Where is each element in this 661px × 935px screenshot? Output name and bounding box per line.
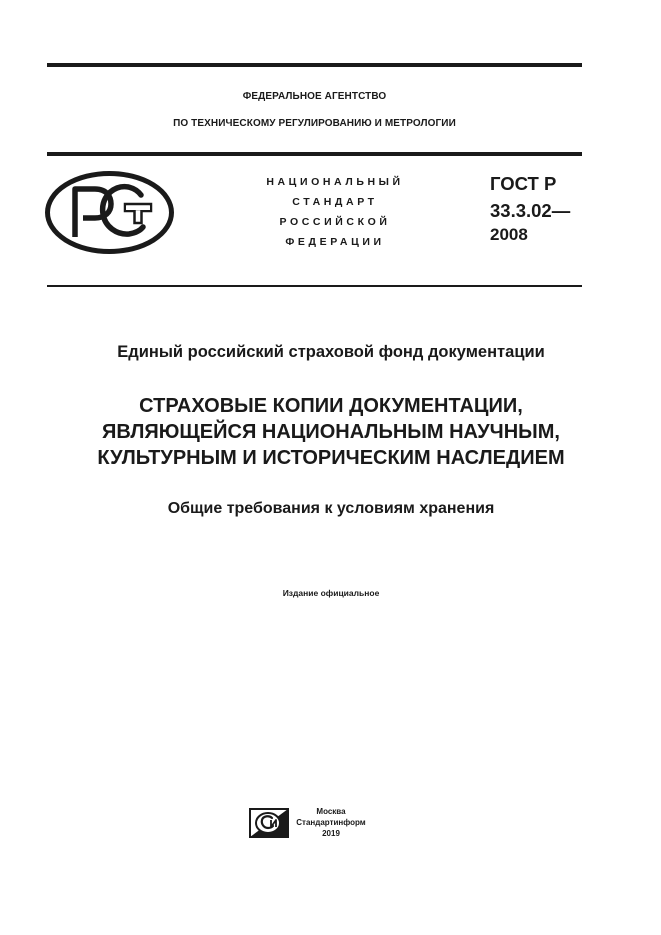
standartinform-logo-icon: [249, 808, 289, 838]
document-title-line: СТРАХОВЫЕ КОПИИ ДОКУМЕНТАЦИИ,: [139, 395, 523, 417]
standard-type-line: РОССИЙСКОЙ: [279, 216, 391, 228]
standard-designation: [490, 170, 570, 246]
top-rule: [47, 63, 582, 67]
standard-type-block: [225, 172, 445, 252]
document-title-line: ЯВЛЯЮЩЕЙСЯ НАЦИОНАЛЬНЫМ НАУЧНЫМ,: [102, 421, 560, 443]
agency-name-line-2: ПО ТЕХНИЧЕСКОМУ РЕГУЛИРОВАНИЮ И МЕТРОЛОГИИ: [173, 118, 456, 129]
standard-type-line: НАЦИОНАЛЬНЫЙ: [266, 176, 404, 188]
bottom-rule: [47, 285, 582, 287]
designation-year: 2008: [490, 225, 528, 244]
designation-line: ГОСТ Р: [490, 173, 557, 194]
edition-note: Издание официальное: [282, 588, 380, 598]
middle-rule: [47, 152, 582, 156]
document-title: [47, 393, 615, 471]
document-title-line: КУЛЬТУРНЫМ И ИСТОРИЧЕСКИМ НАСЛЕДИЕМ: [97, 447, 565, 469]
publisher-year: 2019: [322, 829, 340, 838]
designation-line: 33.3.02—: [490, 200, 571, 221]
publisher-name: Стандартинформ: [296, 818, 366, 827]
publisher-city: Москва: [316, 807, 346, 816]
document-subtitle: Общие требования к условиям хранения: [167, 500, 495, 517]
series-title: Единый российский страховой фонд документации: [117, 343, 545, 361]
standard-type-line: ФЕДЕРАЦИИ: [285, 236, 385, 248]
publisher-imprint: [296, 806, 366, 839]
gost-r-logo-icon: [45, 171, 174, 254]
agency-name-line-1: ФЕДЕРАЛЬНОЕ АГЕНТСТВО: [242, 91, 387, 102]
standard-type-line: СТАНДАРТ: [292, 196, 378, 208]
